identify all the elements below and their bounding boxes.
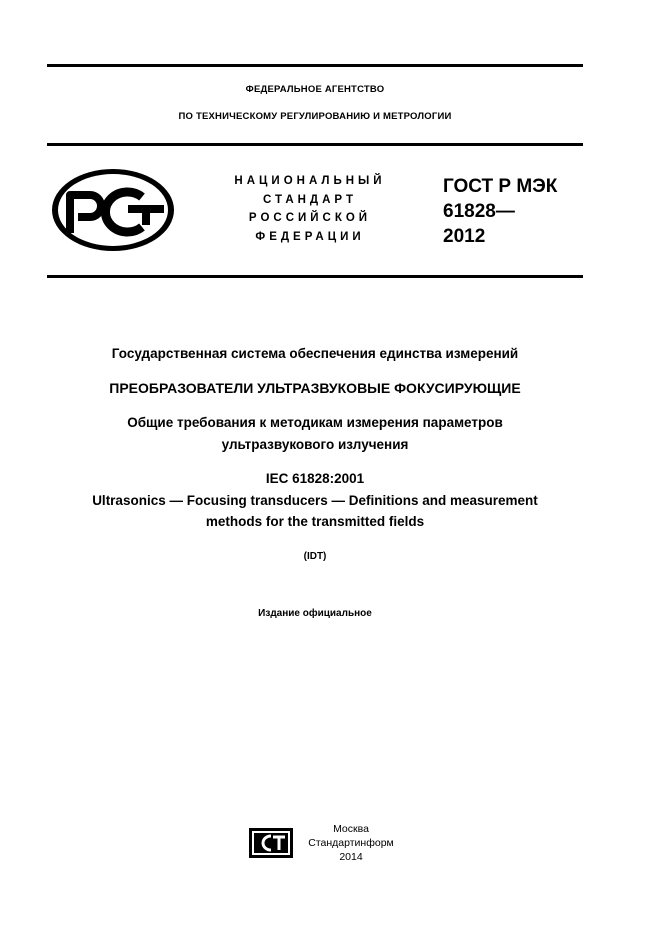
top-rule (47, 64, 583, 67)
standard-code-line-1: ГОСТ Р МЭК (443, 176, 558, 197)
standartinform-logo-icon (249, 828, 293, 858)
iec-reference: IEC 61828:2001 (265, 471, 365, 486)
subtitle-line-1: Общие требования к методикам измерения параметров (127, 415, 503, 430)
national-line-3: РОССИЙСКОЙ (248, 212, 372, 224)
standard-code-line-3: 2012 (443, 226, 486, 247)
publisher-year: 2014 (339, 851, 363, 863)
rst-logo-icon (50, 167, 176, 253)
publisher-city: Москва (333, 823, 369, 835)
national-line-2: СТАНДАРТ (263, 194, 357, 206)
subtitle-line-2: ультразвукового излучения (221, 437, 409, 452)
idt-label: (IDT) (303, 551, 327, 562)
english-title-line-1: Ultrasonics — Focusing transducers — Definitions and measurement (92, 493, 538, 508)
system-title: Государственная система обеспечения единства измерений (111, 346, 519, 361)
header-block-bottom-rule (47, 275, 583, 278)
header-bottom-rule (47, 143, 583, 146)
national-line-1: НАЦИОНАЛЬНЫЙ (234, 175, 386, 187)
main-title: ПРЕОБРАЗОВАТЕЛИ УЛЬТРАЗВУКОВЫЕ ФОКУСИРУЮЩИЕ (109, 380, 521, 396)
edition-label: Издание официальное (258, 608, 372, 619)
english-title-line-2: methods for the transmitted fields (205, 514, 425, 529)
agency-line-1: ФЕДЕРАЛЬНОЕ АГЕНТСТВО (245, 84, 385, 95)
standard-code-line-2: 61828— (443, 201, 515, 222)
national-line-4: ФЕДЕРАЦИИ (255, 231, 365, 243)
agency-line-2: ПО ТЕХНИЧЕСКОМУ РЕГУЛИРОВАНИЮ И МЕТРОЛОГИИ (178, 111, 452, 122)
publisher-name: Стандартинформ (308, 837, 394, 849)
